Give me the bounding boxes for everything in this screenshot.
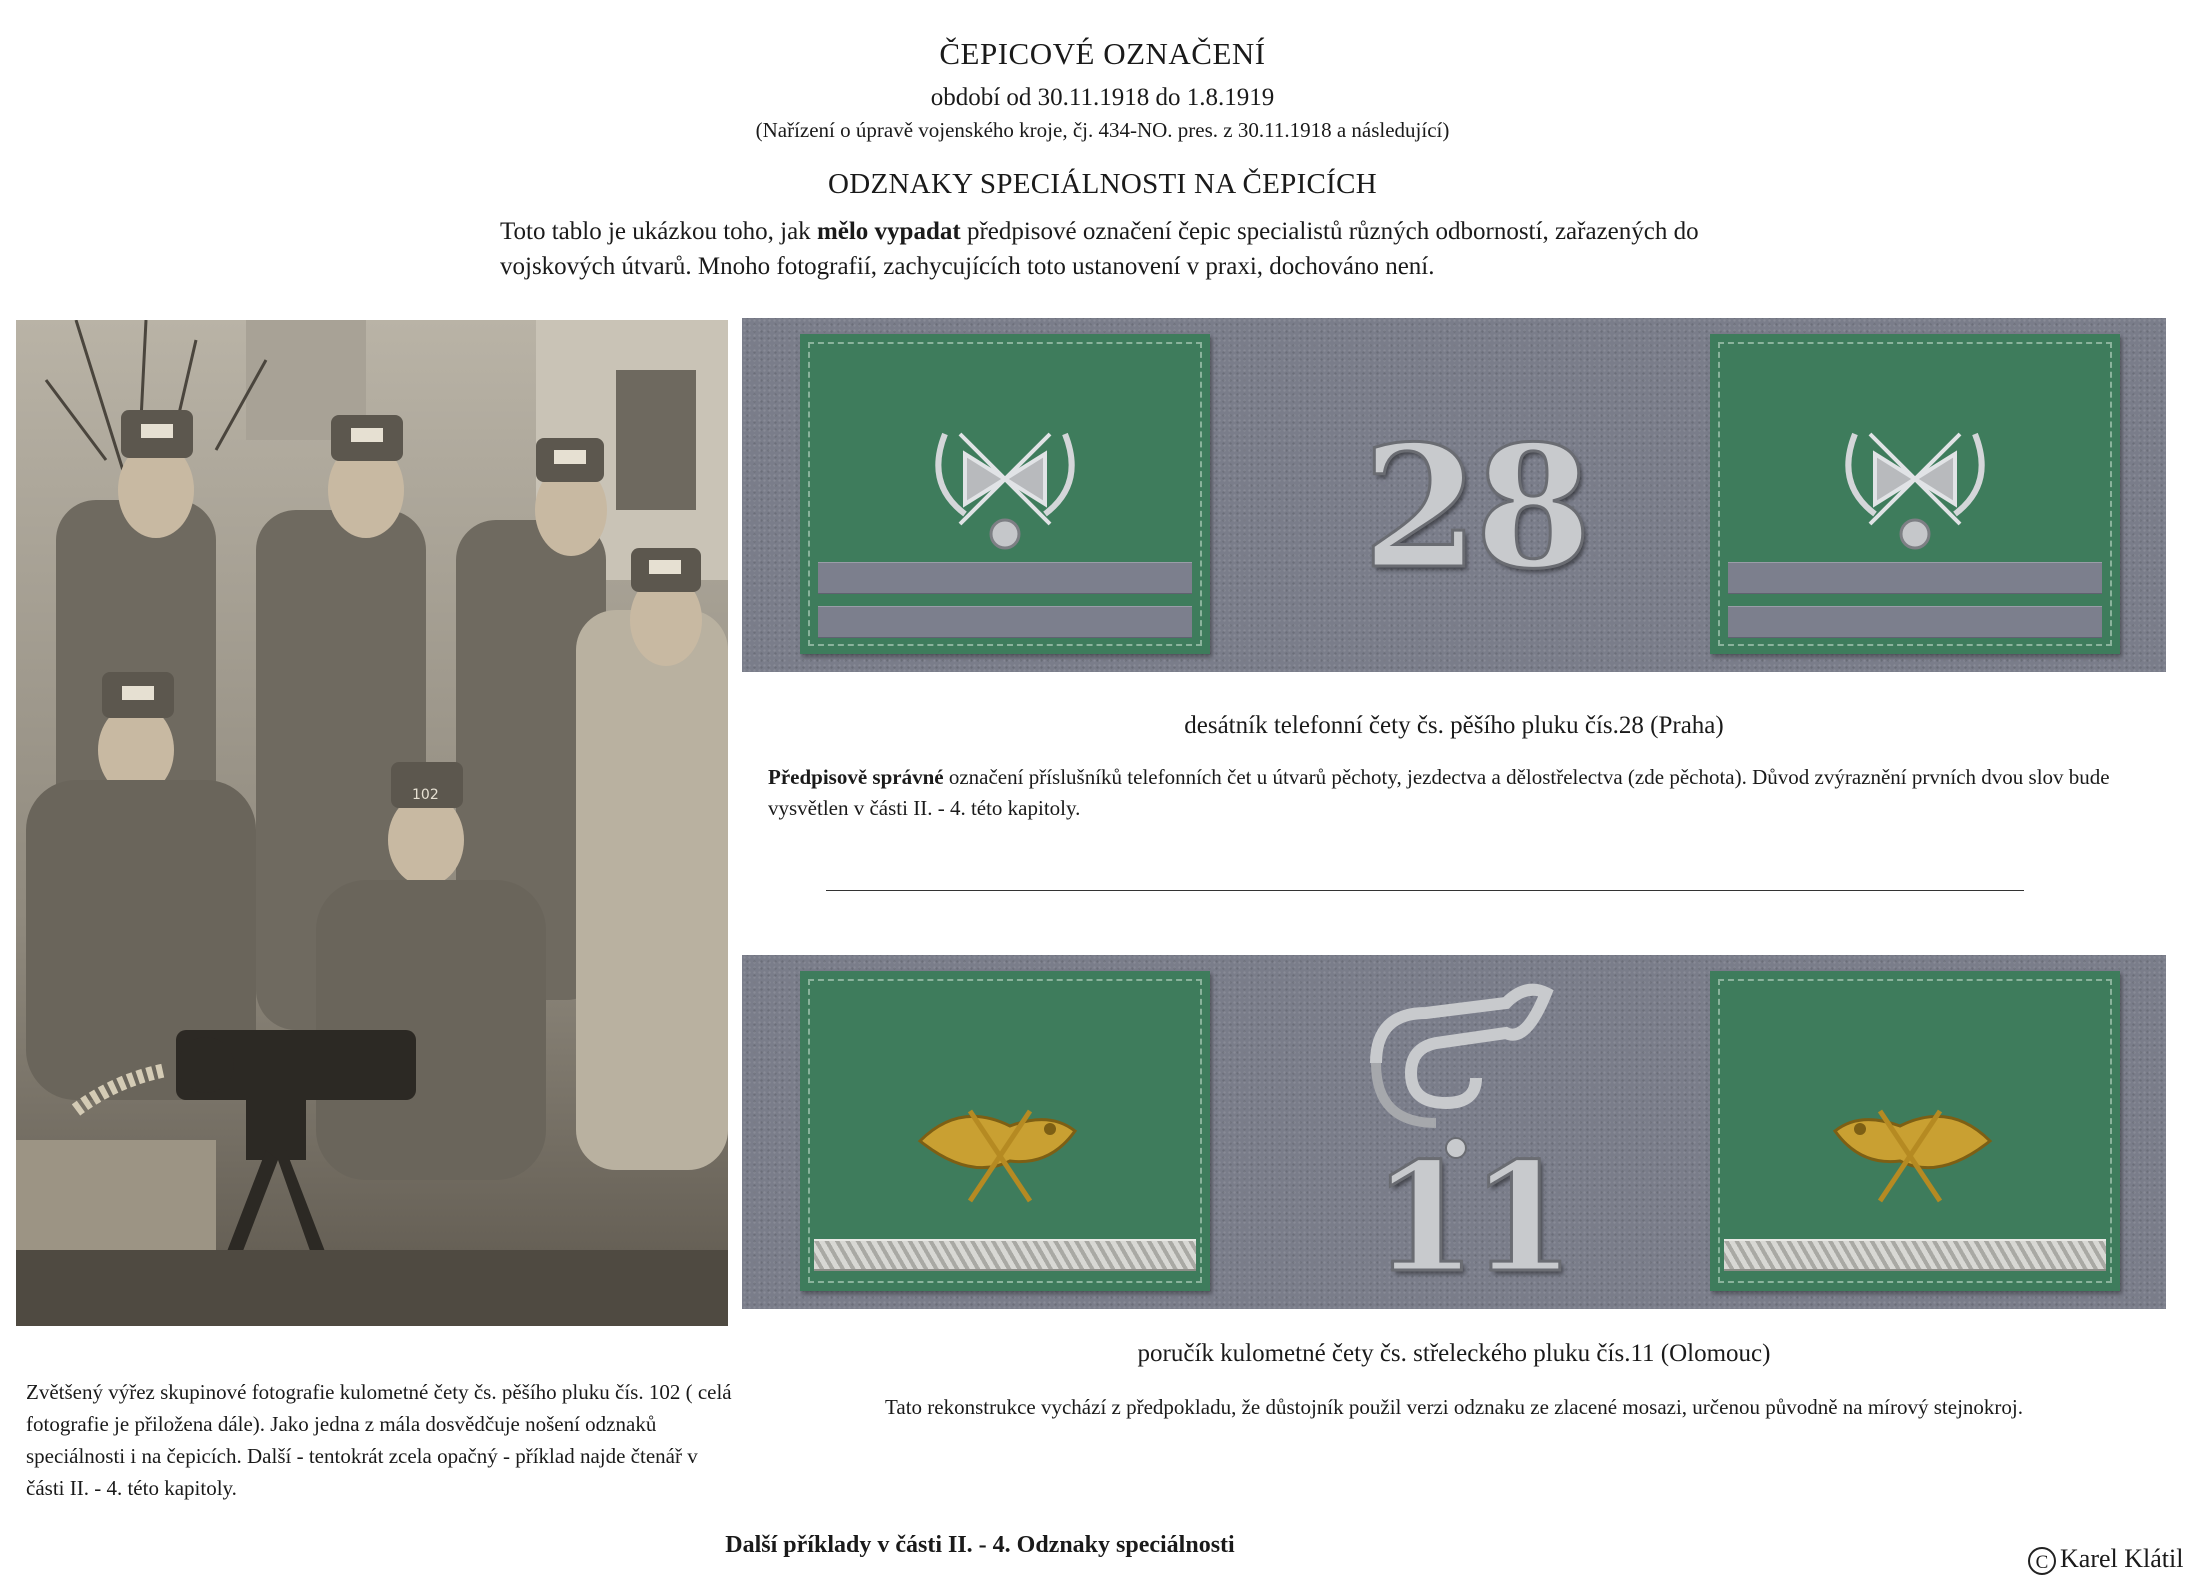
rank-stripe	[1728, 562, 2102, 594]
intro-text-end: předpisové označení čepic specialistů různých odborností, zařazených do vojskových útvarů. Mnoho fotografií, zachycujících toto ustanovení v praxi, dochováno není.	[500, 218, 1699, 280]
intro-emphasis: mělo vypadat	[816, 218, 961, 245]
insignia-panel-machine-gun	[742, 955, 2166, 1309]
section-divider	[826, 890, 2024, 891]
panel2-description: Tato rekonstrukce vychází z předpokladu, že důstojník použil verzi odznaku ze zlacené mosazi, určenou původně na mírový stejnokroj.	[885, 1395, 2023, 1419]
cap-number: 102	[412, 787, 439, 803]
telephone-badge-icon	[1815, 394, 2015, 564]
more-examples-note: Další příklady v části II. - 4. Odznaky speciálnosti	[725, 1532, 1235, 1558]
intro-text-start: Toto tablo je ukázkou toho, jak	[500, 218, 817, 245]
panel1-desc-emphasis: Předpisově správné	[768, 765, 944, 789]
rank-stripe	[818, 562, 1192, 594]
section-title: ODZNAKY SPECIÁLNOSTI NA ČEPICÍCH	[827, 168, 1378, 200]
machine-gun-dragon-badge-icon	[900, 1071, 1100, 1241]
panel1-desc-text: označení příslušníků telefonních čet u útvarů pěchoty, jezdectva a dělostřelectva (zde pěchota). Důvod zvýraznění prvních dvou slov bude vysvětlen v části II. - 4. této kapitoly.	[768, 765, 2110, 820]
rank-braid	[814, 1239, 1196, 1271]
insignia-panel-telephone	[742, 318, 2166, 672]
rank-stripe	[818, 606, 1192, 638]
decree-reference: (Nařízení o úpravě vojenského kroje, čj. 434-NO. pres. z 30.11.1918 a následující)	[755, 118, 1450, 142]
author-name: Karel Klátil	[2060, 1544, 2184, 1573]
collar-patch-right	[1710, 334, 2120, 654]
collar-patch-left	[800, 334, 1210, 654]
rank-braid	[1724, 1239, 2106, 1271]
panel1-description	[768, 762, 2148, 824]
page-title: ČEPICOVÉ OZNAČENÍ	[939, 36, 1266, 71]
photo-caption: Zvětšený výřez skupinové fotografie kulometné čety čs. pěšího pluku čís. 102 ( celá fotografie je přiložena dále). Jako jedna z mála dosvědčuje nošení odznaků speciálnosti i na čepicích. Další - tentokrát zcela opačný - příklad najde čtenář v části II. - 4. této kapitoly.	[26, 1380, 732, 1500]
regiment-numeral: 11	[1372, 1130, 1569, 1306]
collar-patch-left	[800, 971, 1210, 1291]
telephone-badge-icon	[905, 394, 1105, 564]
period-subtitle: období od 30.11.1918 do 1.8.1919	[930, 84, 1275, 111]
machine-gun-dragon-badge-icon	[1810, 1071, 2010, 1241]
rank-stripe	[1728, 606, 2102, 638]
panel2-caption: poručík kulometné čety čs. střeleckého pluku čís.11 (Olomouc)	[1137, 1340, 1771, 1367]
collar-patch-right	[1710, 971, 2120, 1291]
panel1-caption: desátník telefonní čety čs. pěšího pluku čís.28 (Praha)	[1184, 712, 1724, 739]
intro-paragraph	[500, 214, 1730, 284]
copyright-icon: C	[2028, 1547, 2056, 1575]
historical-photo	[16, 320, 728, 1326]
regiment-numeral: 28	[1362, 408, 1588, 606]
copyright	[2028, 1544, 2183, 1575]
photo-illustration	[16, 320, 728, 1326]
